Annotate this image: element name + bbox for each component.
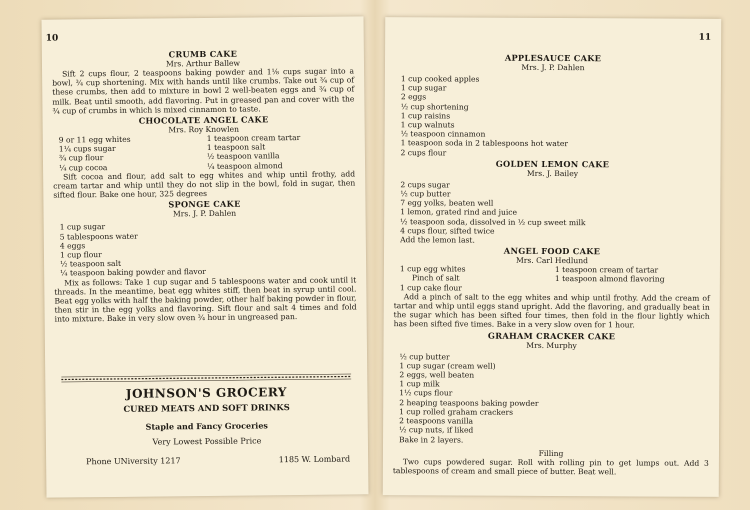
recipe-author: Mrs. Roy Knowlen xyxy=(168,124,239,135)
ingredient: 1 cup rolled graham crackers xyxy=(399,407,514,417)
ornamental-divider xyxy=(61,371,351,384)
ingredient: 7 egg yolks, beaten well xyxy=(400,198,494,208)
ad-store-name: JOHNSON'S GROCERY xyxy=(125,385,288,401)
ingredient: ¼ teaspoon baking powder and flavor xyxy=(60,267,206,278)
ingredient: ½ teaspoon vanilla xyxy=(206,151,280,162)
ingredient: ½ cup butter xyxy=(400,189,451,199)
recipe-graham-cracker-cake xyxy=(393,330,710,446)
page-number-left: 10 xyxy=(45,33,59,44)
ingredient: 2 teaspoons vanilla xyxy=(399,416,474,426)
recipe-title: CHOCOLATE ANGEL CAKE xyxy=(138,114,269,126)
ingredient: Pinch of salt xyxy=(411,273,460,283)
ingredient: 1 cup sugar xyxy=(400,83,447,93)
recipe-title: GRAHAM CRACKER CAKE xyxy=(487,330,616,342)
ingredient-column xyxy=(207,132,355,170)
ad-line-price: Very Lowest Possible Price xyxy=(152,436,262,447)
recipe-title: ANGEL FOOD CAKE xyxy=(503,245,601,257)
ingredient-list xyxy=(395,74,711,158)
ingredient: ½ teaspoon soda, dissolved in ½ cup sweet milk xyxy=(400,216,586,227)
ingredient-list xyxy=(394,180,710,246)
recipe-author: Mrs. J. P. Dahlen xyxy=(521,62,585,73)
ingredient: 4 eggs xyxy=(59,241,86,251)
ad-tagline: CURED MEATS AND SOFT DRINKS xyxy=(123,402,290,414)
ingredient: 1 cup sugar xyxy=(59,222,106,232)
ingredient-list xyxy=(393,352,709,446)
ingredient: ¾ cup flour xyxy=(58,153,104,163)
recipe-title: APPLESAUCE CAKE xyxy=(504,52,602,64)
ingredient-columns xyxy=(394,264,710,293)
ingredient: 1 teaspoon cream of tartar xyxy=(554,265,659,275)
ingredient: 2 eggs, well beaten xyxy=(399,370,475,380)
recipe-author: Mrs. Carl Hedlund xyxy=(515,256,589,266)
right-page xyxy=(383,17,721,497)
ingredient: 1 cup egg whites xyxy=(399,264,466,274)
ingredient: 1 teaspoon cream tartar xyxy=(206,133,301,143)
recipe-author: Mrs. J. P. Dahlen xyxy=(172,209,237,219)
recipe-method: Add a pinch of salt to the egg whites and whip until frothy. Add the cream of tartar and whip until eggs stand upright. Add the flavoring, and gradually beat in the sugar which has been sifted four times, then fold in the flour lightly which has been sifted five times. Bake in a very slow oven for 1 hour. xyxy=(393,292,710,330)
recipe-crumb-cake xyxy=(52,47,355,115)
grocery-advertisement xyxy=(45,384,368,467)
ingredient-list xyxy=(54,220,357,278)
ingredient: 5 tablespoons water xyxy=(59,231,138,242)
ingredient: 2 cups sugar xyxy=(400,180,450,190)
ingredient: ½ cup butter xyxy=(399,351,450,362)
ingredient: ½ teaspoon cinnamon xyxy=(400,129,486,139)
recipe-note: Bake in 2 layers. xyxy=(399,434,464,445)
left-page xyxy=(42,16,369,497)
ad-phone: Phone UNiversity 1217 xyxy=(86,456,181,467)
recipe-method: Two cups powdered sugar. Roll with rolling pin to get lumps out. Add 3 tablespoons of cream and small piece of butter. Beat well. xyxy=(392,456,709,477)
recipe-applesauce-cake xyxy=(395,52,712,158)
ingredient: 1 cup sugar (cream well) xyxy=(399,361,496,371)
left-page-content xyxy=(42,46,367,324)
ingredient-column xyxy=(394,264,555,292)
recipe-note: Add the lemon last. xyxy=(400,235,475,245)
ingredient: 9 or 11 egg whites xyxy=(58,134,131,145)
recipe-method: Sift cocoa and flour, add salt to egg whites and whip until frothy, add cream tartar and whip until they do not slip in the bowl, fold in sugar, then sifted flour. Bake one hour, 325 degrees xyxy=(53,169,356,200)
recipe-author: Mrs. Arthur Ballew xyxy=(165,58,241,69)
ad-contact xyxy=(86,454,350,466)
recipe-angel-food-cake xyxy=(394,245,710,330)
recipe-golden-lemon-cake xyxy=(394,158,710,246)
recipe-title: CRUMB CAKE xyxy=(168,48,238,60)
ad-line-groceries: Staple and Fancy Groceries xyxy=(145,420,268,432)
recipe-method: Sift 2 cups flour, 2 teaspoons baking powder and 1⅛ cups sugar into a bowl, ¾ cup shortening. Mix with hands until like crumbs. Take out ¾ cup of these crumbs, then add to mixture in bowl 2 well-beaten eggs and ¾ cup of milk. Beat until smooth, add flavoring. Put in greased pan and cover with the ¾ cup of crumbs in which is mixed cinnamon to taste. xyxy=(52,66,355,116)
right-page-content xyxy=(383,51,721,477)
ingredient: ½ cup shortening xyxy=(400,101,469,112)
recipe-author: Mrs. Murphy xyxy=(526,340,577,350)
ingredient: 1½ cups flour xyxy=(399,388,453,398)
ingredient: 1 teaspoon soda in 2 tablespoons hot water xyxy=(400,138,568,149)
recipe-title: GOLDEN LEMON CAKE xyxy=(495,158,610,170)
ingredient: 1 teaspoon salt xyxy=(206,142,266,153)
ingredient: ½ cup nuts, if liked xyxy=(399,425,474,435)
ingredient: 1 teaspoon almond flavoring xyxy=(554,274,665,285)
ingredient: 1 lemon, grated rind and juice xyxy=(400,207,518,218)
recipe-method: Mix as follows: Take 1 cup sugar and 5 tablespoons water and cook until it threads. In the meantime, beat egg whites stiff, then beat in syrup until cool. Beat egg yolks with half the baking powder, other half baking powder in flour, then stir in the egg yolks and flavoring. Sift flour and salt 4 times and fold into mixture. Bake in very slow oven ¾ hour in ungreased pan. xyxy=(54,275,357,325)
ingredient: ¼ teaspoon almond xyxy=(207,160,283,171)
ingredient: 4 cups flour, sifted twice xyxy=(400,226,495,236)
page-number-right: 11 xyxy=(698,32,712,43)
recipe-filling xyxy=(393,448,709,477)
ingredient: 1 cup cooked apples xyxy=(400,74,480,84)
ingredient: 1 cup raisins xyxy=(400,111,451,121)
recipe-chocolate-angel-cake xyxy=(53,113,356,200)
ingredient-column xyxy=(53,134,207,172)
ad-address: 1185 W. Lombard xyxy=(278,454,351,465)
ingredient: 2 heaping teaspoons baking powder xyxy=(399,397,539,408)
recipe-sponge-cake xyxy=(53,198,356,324)
ingredient: 1 cup flour xyxy=(59,250,102,260)
ingredient: ½ teaspoon salt xyxy=(60,259,122,269)
ingredient: 2 eggs xyxy=(400,92,427,102)
ingredient: 1 cup cake flour xyxy=(399,282,462,293)
ingredient: 1 cup walnuts xyxy=(400,120,455,130)
ingredient-column xyxy=(555,265,710,293)
ingredient: 1 cup milk xyxy=(399,379,440,389)
recipe-author: Mrs. J. Bailey xyxy=(526,168,579,178)
ingredient-columns xyxy=(53,132,355,172)
ingredient: ¼ cup cocoa xyxy=(59,162,108,173)
recipe-title: Filling xyxy=(538,448,564,458)
recipe-title: SPONGE CAKE xyxy=(168,199,241,210)
ingredient: 1¼ cups sugar xyxy=(58,144,116,154)
ingredient: 2 cups flour xyxy=(400,147,447,158)
